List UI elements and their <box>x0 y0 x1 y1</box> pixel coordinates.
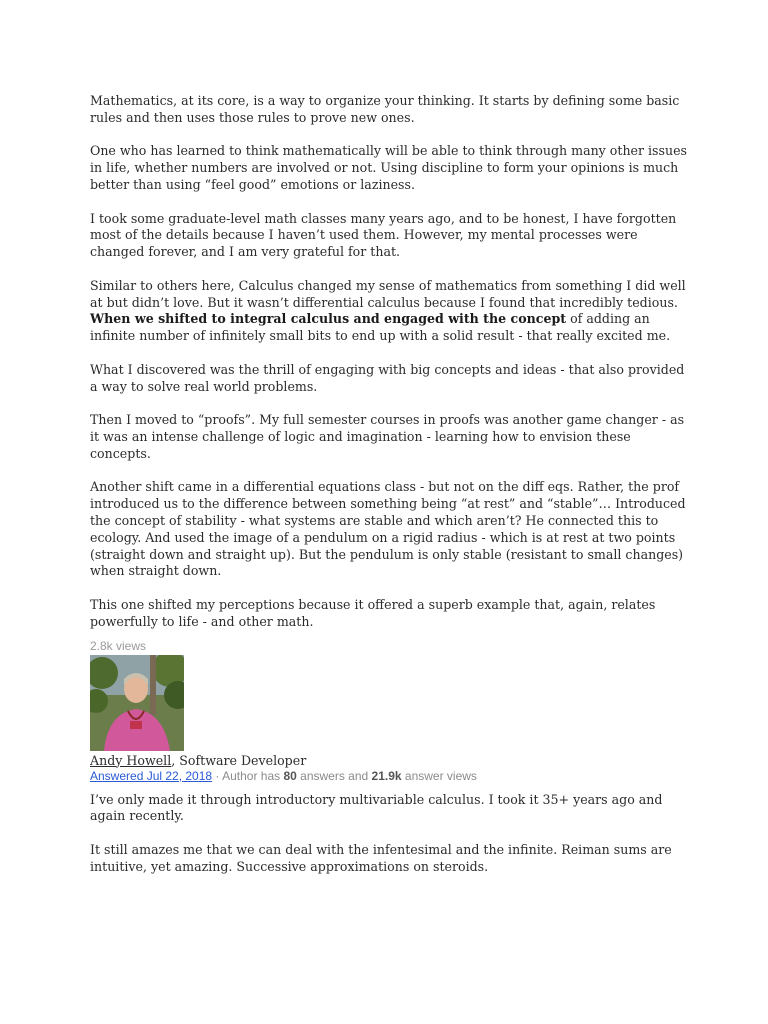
calculus-text-after: of adding an infinite number of infinitely small bits to end up with a solid result - that really excited me. <box>90 311 671 344</box>
author-credential: , Software Developer <box>171 752 307 768</box>
meta-suffix: answer views <box>401 768 477 783</box>
answer-paragraph: What I discovered was the thrill of engaging with big concepts and ideas - that also provided a way to solve real world problems. <box>90 361 685 394</box>
answer-paragraph-calculus <box>90 278 690 345</box>
calculus-bold-text: When we shifted to integral calculus and engaged with the concept <box>90 311 567 327</box>
author-avatar[interactable] <box>90 655 184 751</box>
answer-document <box>90 93 690 892</box>
answers-count: 80 <box>283 768 297 783</box>
answer-paragraph: One who has learned to think mathematically will be able to think through many other issues in life, whether numbers are involved or not. Using discipline to form your opinions is much better than using “feel good” emotions or laziness. <box>90 143 688 192</box>
answer-views-count: 21.9k <box>371 768 402 783</box>
calculus-text-before: Similar to others here, Calculus changed my sense of mathematics from something I did well at but didn’t love. But it wasn’t differential calculus because I found that incredibly tedious. <box>90 277 686 310</box>
answer-paragraph: Then I moved to “proofs”. My full semester courses in proofs was another game changer - as it was an intense challenge of logic and imagination - learning how to envision these concepts. <box>90 412 685 461</box>
answer-paragraph: Another shift came in a differential equations class - but not on the diff eqs. Rather, the prof introduced us to the difference between something being “at rest” and “stable”… Introduced the concept of stability - what systems are stable and which aren’t? He connected this to ecology. And used the image of a pendulum on a rigid radius - which is at rest at two points (straight down and straight up). But the pendulum is only stable (resistant to small changes) when straight down. <box>90 479 686 579</box>
answer-paragraph: Mathematics, at its core, is a way to organize your thinking. It starts by defining some basic rules and then uses those rules to prove new ones. <box>90 93 680 125</box>
author-line <box>90 753 690 769</box>
answer-meta <box>90 769 690 784</box>
meta-middle: answers and <box>296 768 372 783</box>
answer-paragraph: It still amazes me that we can deal with the infentesimal and the infinite. Reiman sums are intuitive, yet amazing. Successive approximations on steroids. <box>90 841 672 874</box>
author-name-link[interactable]: Andy Howell <box>90 752 172 768</box>
answer-paragraph: I’ve only made it through introductory multivariable calculus. I took it 35+ years ago and again recently. <box>90 791 663 824</box>
answer-paragraph: I took some graduate-level math classes many years ago, and to be honest, I have forgotten most of the details because I haven’t used them. However, my mental processes were changed forever, and I am very grateful for that. <box>90 210 677 260</box>
meta-prefix: · Author has <box>212 768 284 783</box>
views-count: 2.8k views <box>90 638 147 653</box>
answer-paragraph: This one shifted my perceptions because it offered a superb example that, again, relates powerfully to life - and other math. <box>90 596 656 629</box>
answered-date-link[interactable]: Answered Jul 22, 2018 <box>90 768 213 783</box>
